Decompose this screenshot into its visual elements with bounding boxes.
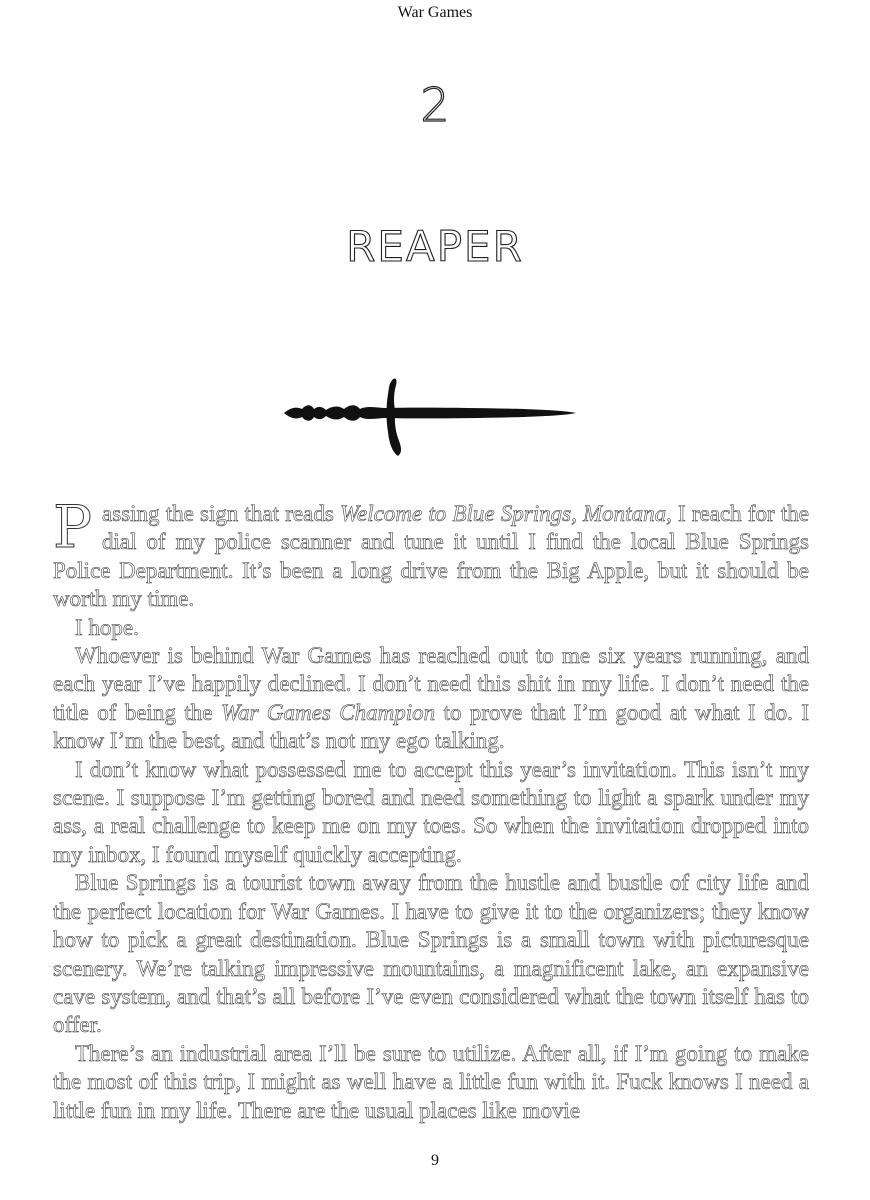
paragraph-6: There’s an industrial area I’ll be sure to utilize. After all, if I’m going to make the most of this trip, I might as well have a little fun with it. Fuck knows I need a little fun in my life. There are the usual places like movie [53, 1040, 809, 1123]
chapter-title: REAPER [346, 222, 524, 271]
page-number: 9 [431, 1152, 439, 1169]
drop-cap: P [53, 493, 93, 561]
dagger-icon [284, 374, 578, 458]
paragraph-1-text-b: I reach for the dial of my police scanner and tune it until I find the local Blue Springs Police Department. It’s been a long drive from the Big Apple, but it should be worth my time. [53, 501, 809, 612]
dagger-handle [284, 405, 384, 421]
paragraph-4: I don’t know what possessed me to accept this year’s invitation. This isn’t my scene. I suppose I’m getting bored and need something to light a spark under my ass, a real challenge to keep me on my toes. So when the invitation dropped into my inbox, I found myself quickly accepting. [53, 756, 809, 867]
chapter-number: 2 [420, 78, 450, 132]
paragraph-3-text-a: Whoever is behind War Games has reached out to me six years running, and each year I’ve happily declined. I don’t need this shit in my life. I don’t need the title of being the [53, 643, 809, 725]
paragraph-3-italic: War Games Champion [220, 699, 436, 725]
body-text [53, 493, 809, 1125]
paragraph-3 [53, 642, 809, 756]
paragraph-1-italic: Welcome to Blue Springs, Montana, [339, 501, 672, 526]
paragraph-5: Blue Springs is a tourist town away from the hustle and bustle of city life and the perfect location for War Games. I have to give it to the organizers; they know how to pick a great destination. Blue Springs is a small town with picturesque scenery. We’re talking impressive mountains, a magnificent lake, an expansive cave system, and that’s all before I’ve even considered what the town itself has to offer. [53, 870, 809, 1038]
paragraph-2: I hope. [75, 614, 139, 640]
dagger-blade [384, 408, 576, 419]
paragraph-1 [53, 493, 809, 614]
paragraph-3-text-b: to prove that I’m good at what I do. I know I’m the best, and that’s not my ego talking. [53, 699, 809, 754]
running-head: War Games [397, 4, 473, 21]
paragraph-1-text-a: assing the sign that reads [102, 501, 340, 526]
